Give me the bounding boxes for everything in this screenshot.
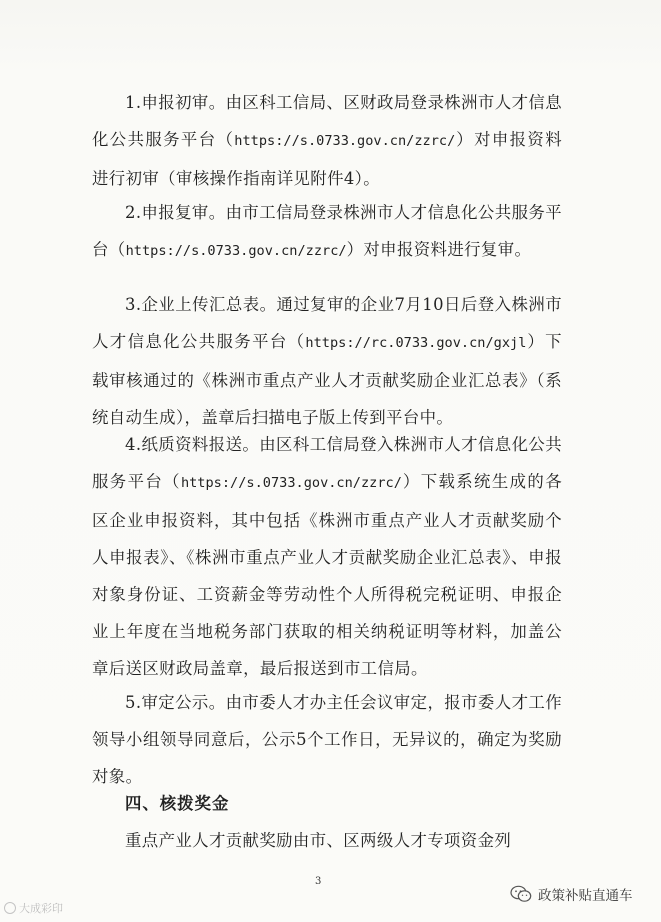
paragraph-2-text: 2.申报复审。由市工信局登录株洲市人才信息化公共服务平台（ [92, 203, 562, 259]
page-number: 3 [315, 876, 322, 887]
watermark-logo-icon [4, 902, 16, 914]
wechat-icon [510, 885, 532, 903]
paragraph-4-text-end: ）下载系统生成的各区企业申报资料，其中包括《株洲市重点产业人才贡献奖励个人申报表》、《株洲市重点产业人才贡献奖励企业汇总表》、申报对象身份证、工资薪金等劳动性个人所得税完税证明、申报企业上年度在当地税务部门获取的相关纳税证明等材料，加盖公章后送区财政局盖章，最后报送到市工信局。 [92, 472, 562, 678]
watermark-right [510, 884, 633, 904]
paragraph-2 [92, 194, 562, 270]
paragraph-5 [92, 684, 562, 795]
watermark-right-text: 政策补贴直通车 [538, 888, 633, 904]
watermark-left [4, 900, 63, 916]
section-heading: 四、核拨奖金 [125, 794, 230, 813]
paragraph-1-url: https://s.0733.gov.cn/zzrc/ [234, 133, 456, 149]
paragraph-5-text: 5.审定公示。由市委人才办主任会议审定，报市委人才工作领导小组领导同意后，公示5个工作日，无异议的，确定为奖励对象。 [92, 693, 562, 786]
paragraph-4-text: 4.纸质资料报送。由区科工信局登入株洲市人才信息化公共服务平台（ [92, 435, 562, 491]
paragraph-3-url: https://rc.0733.gov.cn/gxjl [305, 335, 527, 351]
paragraph-3-text: 3.企业上传汇总表。通过复审的企业7月10日后登入株洲市人才信息化公共服务平台（ [92, 295, 562, 351]
paragraph-1-text-end: ）对申报资料进行初审（审核操作指南详见附件4）。 [92, 130, 562, 188]
watermark-left-text: 大成彩印 [19, 902, 63, 915]
paragraph-3 [92, 286, 562, 436]
paragraph-1-text: 1.申报初审。由区科工信局、区财政局登录株洲市人才信息化公共服务平台（ [92, 93, 562, 149]
paragraph-4-url: https://s.0733.gov.cn/zzrc/ [180, 475, 402, 491]
paragraph-1 [92, 84, 562, 197]
paragraph-2-url: https://s.0733.gov.cn/zzrc/ [125, 243, 347, 259]
paragraph-3-text-end: ）下载审核通过的《株洲市重点产业人才贡献奖励企业汇总表》（系统自动生成），盖章后扫描电子版上传到平台中。 [92, 332, 562, 427]
paragraph-4 [92, 426, 562, 687]
paragraph-2-text-end: ）对申报资料进行复审。 [346, 240, 532, 259]
last-paragraph: 重点产业人才贡献奖励由市、区两级人才专项资金列 [125, 831, 512, 850]
